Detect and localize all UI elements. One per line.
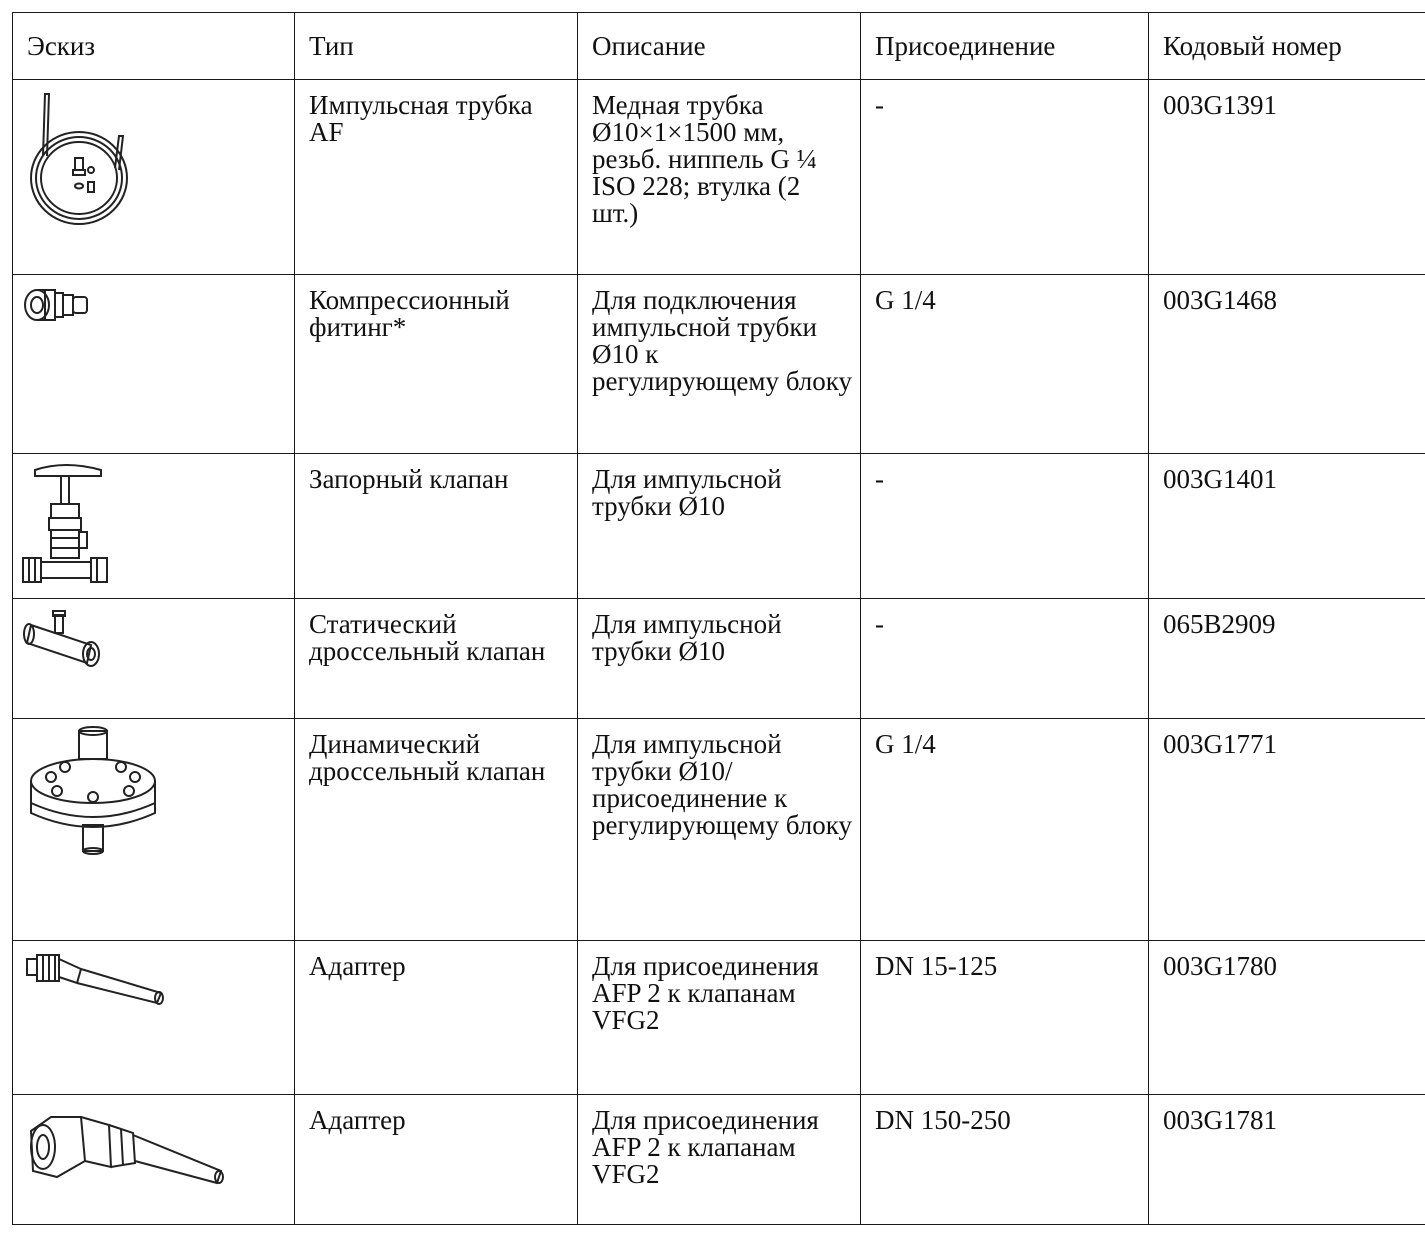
- table-header-row: [13, 13, 1425, 80]
- description-cell: Для импульсной трубки Ø10/присоединение к регулирующему блоку: [578, 719, 861, 941]
- code-cell: 003G1771: [1149, 719, 1425, 941]
- type-cell: Компрессионный фитинг*: [295, 275, 578, 454]
- sketch-cell: [13, 80, 295, 275]
- compression-fitting-icon: [21, 281, 101, 331]
- sketch-cell: [13, 1095, 295, 1225]
- header-connection: Присоединение: [861, 13, 1149, 80]
- table-row: [13, 80, 1425, 275]
- description-cell: Для импульсной трубки Ø10: [578, 599, 861, 719]
- shutoff-valve-icon: [21, 460, 111, 590]
- sketch-cell: [13, 719, 295, 941]
- header-description: Описание: [578, 13, 861, 80]
- type-cell: Запорный клапан: [295, 454, 578, 599]
- description-cell: Для подключения импульсной трубки Ø10 к регулирующему блоку: [578, 275, 861, 454]
- header-code: Кодовый номер: [1149, 13, 1425, 80]
- code-cell: 003G1781: [1149, 1095, 1425, 1225]
- connection-cell: -: [861, 80, 1149, 275]
- type-cell: Динамический дроссельный клапан: [295, 719, 578, 941]
- code-cell: 003G1780: [1149, 941, 1425, 1095]
- accessories-table: [12, 12, 1425, 1225]
- connection-cell: -: [861, 454, 1149, 599]
- code-cell: 065B2909: [1149, 599, 1425, 719]
- description-cell: Для присоединения AFP 2 к клапанам VFG2: [578, 941, 861, 1095]
- table-row: [13, 275, 1425, 454]
- code-cell: 003G1468: [1149, 275, 1425, 454]
- sketch-cell: [13, 454, 295, 599]
- sketch-cell: [13, 275, 295, 454]
- table-row: [13, 941, 1425, 1095]
- connection-cell: -: [861, 599, 1149, 719]
- description-cell: Для импульсной трубки Ø10: [578, 454, 861, 599]
- type-cell: Импульсная трубка AF: [295, 80, 578, 275]
- code-cell: 003G1401: [1149, 454, 1425, 599]
- table-row: [13, 454, 1425, 599]
- impulse-tube-coil-icon: [21, 86, 131, 236]
- dynamic-throttle-valve-icon: [21, 725, 161, 865]
- type-cell: Статический дроссельный клапан: [295, 599, 578, 719]
- connection-cell: G 1/4: [861, 719, 1149, 941]
- description-cell: Для присоединения AFP 2 к клапанам VFG2: [578, 1095, 861, 1225]
- connection-cell: G 1/4: [861, 275, 1149, 454]
- table-row: [13, 719, 1425, 941]
- static-throttle-valve-icon: [21, 605, 121, 675]
- description-cell: Медная трубка Ø10×1×1500 мм, резьб. ниппель G ¼ ISO 228; втулка (2 шт.): [578, 80, 861, 275]
- sketch-cell: [13, 599, 295, 719]
- type-cell: Адаптер: [295, 941, 578, 1095]
- sketch-cell: [13, 941, 295, 1095]
- type-cell: Адаптер: [295, 1095, 578, 1225]
- connection-cell: DN 15-125: [861, 941, 1149, 1095]
- adapter-small-icon: [21, 947, 171, 1017]
- connection-cell: DN 150-250: [861, 1095, 1149, 1225]
- header-sketch: Эскиз: [13, 13, 295, 80]
- header-type: Тип: [295, 13, 578, 80]
- table-row: [13, 1095, 1425, 1225]
- table-row: [13, 599, 1425, 719]
- adapter-large-icon: [21, 1101, 231, 1211]
- code-cell: 003G1391: [1149, 80, 1425, 275]
